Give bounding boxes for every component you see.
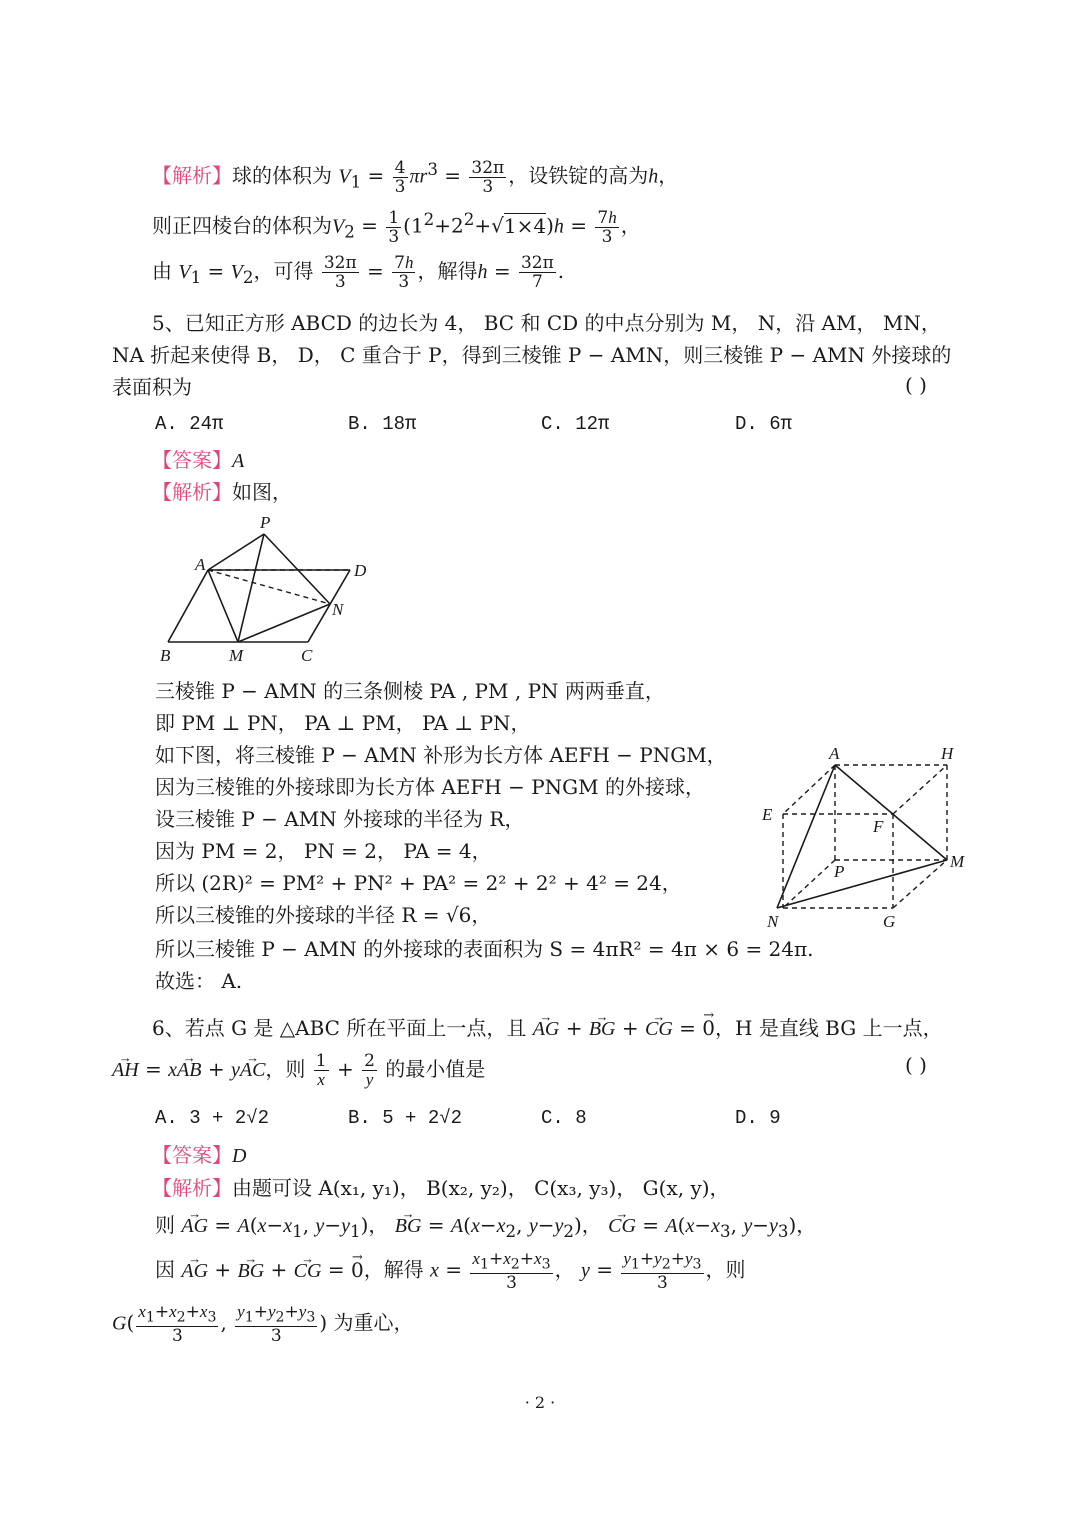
fig1-label-p: P <box>260 513 271 532</box>
q5-analysis-line-7: 所以 (2R)² = PM² + PN² + PA² = 2² + 2² + 4² = 24， <box>155 871 682 895</box>
folded-square-figure <box>150 512 380 672</box>
q6-answer: 【答案】D <box>152 1143 247 1167</box>
q6-analysis-line-2: 则 → AG = $A(x-x_1$, $y-y_1$)， → BG = $A(x-x_2$, $y-y_2$)， → CG = $A(x-x_3$, $y-y_3$)， <box>155 1210 816 1247</box>
q5-stem-line-3: 表面积为 <box>112 375 192 399</box>
q5-stem-line-1: 5、已知正方形 ABCD 的边长为 4， BC 和 CD 的中点分别为 M， N，沿 AM， MN， <box>152 311 941 335</box>
fig1-label-a: A <box>195 555 206 574</box>
fig2-label-h: H <box>941 744 954 763</box>
fig2-label-f: F <box>873 817 884 836</box>
sol4-line-1: 【解析】球的体积为 $V_1$ = $\frac{4}{3}$ $\pi r^3$ = $\frac{32\pi}{3}$ ，设铁锭的高为h， <box>152 157 679 197</box>
fig1-label-n: N <box>332 600 344 619</box>
q6-analysis-line-4: G( $\frac{x_1+x_2+x_3}{3}$ , $\frac{y_1+y_2+y_3}{3}$ ) 为重心， <box>112 1302 414 1347</box>
q6-analysis-line-3: 因 → AG + → BG + → CG = → 0，解得 x = $\frac{x_1+x_2+x_3}{3}$ ， y = $\frac{y_1+y_2+y_3}{3}$ ，则 <box>155 1250 746 1292</box>
fig2-label-e: E <box>762 805 773 824</box>
q6-option-a: A. 3 + 2√2 <box>155 1107 270 1129</box>
q6-option-c: C. 8 <box>541 1107 587 1129</box>
q5-option-d: D. 6π <box>735 413 793 435</box>
q5-analysis-line-8: 所以三棱锥的外接球的半径 R = √6， <box>155 903 492 927</box>
fig1-label-b: B <box>160 646 171 665</box>
q6-stem-line-1: 6、若点 G 是 △ABC 所在平面上一点，且 → AG + → BG + → CG = → 0，H 是直线 BG 上一点， <box>152 1013 943 1044</box>
q5-option-b: B. 18π <box>348 413 417 435</box>
q5-analysis-line-5: 设三棱锥 P − AMN 外接球的半径为 R， <box>155 807 525 831</box>
q5-analysis-line-6: 因为 PM = 2， PN = 2， PA = 4， <box>155 839 492 863</box>
q5-analysis-line-4: 因为三棱锥的外接球即为长方体 AEFH − PNGM 的外接球， <box>155 775 705 799</box>
fig2-label-m: M <box>950 852 965 871</box>
q5-answer: 【答案】A <box>152 448 245 472</box>
q5-option-a: A. 24π <box>155 413 224 435</box>
q6-answer-paren: ( ) <box>905 1053 927 1077</box>
fig1-label-m: M <box>229 646 244 665</box>
fig2-label-g: G <box>883 912 896 931</box>
analysis-tag: 【解析】 <box>152 163 232 188</box>
fig2-label-n: N <box>767 912 779 931</box>
fig2-label-a: A <box>829 744 840 763</box>
sol4-line-3: 由 $V_1 = V_2$，可得 $\frac{32\pi}{3}$ = $\frac{7h}{3}$ ，解得h = $\frac{32\pi}{7}$ . <box>152 253 565 292</box>
q6-analysis-line-1: 【解析】由题可设 A(x₁, y₁)， B(x₂, y₂)， C(x₃, y₃)， G(x, y)， <box>152 1176 730 1200</box>
q5-answer-paren: ( ) <box>905 373 927 397</box>
q5-analysis-line-9: 所以三棱锥 P − AMN 的外接球的表面积为 S = 4πR² = 4π × 6 = 24π. <box>155 937 814 961</box>
q6-option-b: B. 5 + 2√2 <box>348 1107 463 1129</box>
sol4-line-2: 则正四棱台的体积为$V_2$ = $\frac{1}{3}$ $(1^2+2^2+√1\times 4)h$ = $\frac{7h}{3}$ ， <box>152 207 641 247</box>
page-number: · 2 · <box>524 1393 556 1412</box>
q5-analysis-line-10: 故选： A. <box>155 969 243 993</box>
q6-stem-line-2: → AH = x→ AB + y→ AC，则 $\frac{1}{x}$ + $\frac{2}{y}$ 的最小值是 <box>112 1052 485 1089</box>
q5-analysis-line-2: 即 PM ⊥ PN， PA ⊥ PM， PA ⊥ PN， <box>155 711 531 735</box>
q6-option-d: D. 9 <box>735 1107 781 1129</box>
q5-option-c: C. 12π <box>541 413 610 435</box>
q5-analysis-line-1: 三棱锥 P − AMN 的三条侧棱 PA , PM , PN 两两垂直， <box>155 679 665 703</box>
q5-analysis-line-3: 如下图，将三棱锥 P − AMN 补形为长方体 AEFH − PNGM， <box>155 743 727 767</box>
fig2-label-p: P <box>834 862 845 881</box>
fig1-label-c: C <box>301 646 313 665</box>
cuboid-figure <box>755 740 975 935</box>
fig1-label-d: D <box>354 561 367 580</box>
q5-analysis-intro: 【解析】如图， <box>152 480 292 504</box>
q5-stem-line-2: NA 折起来使得 B， D， C 重合于 P，得到三棱锥 P − AMN，则三棱锥 P − AMN 外接球的 <box>112 343 952 367</box>
